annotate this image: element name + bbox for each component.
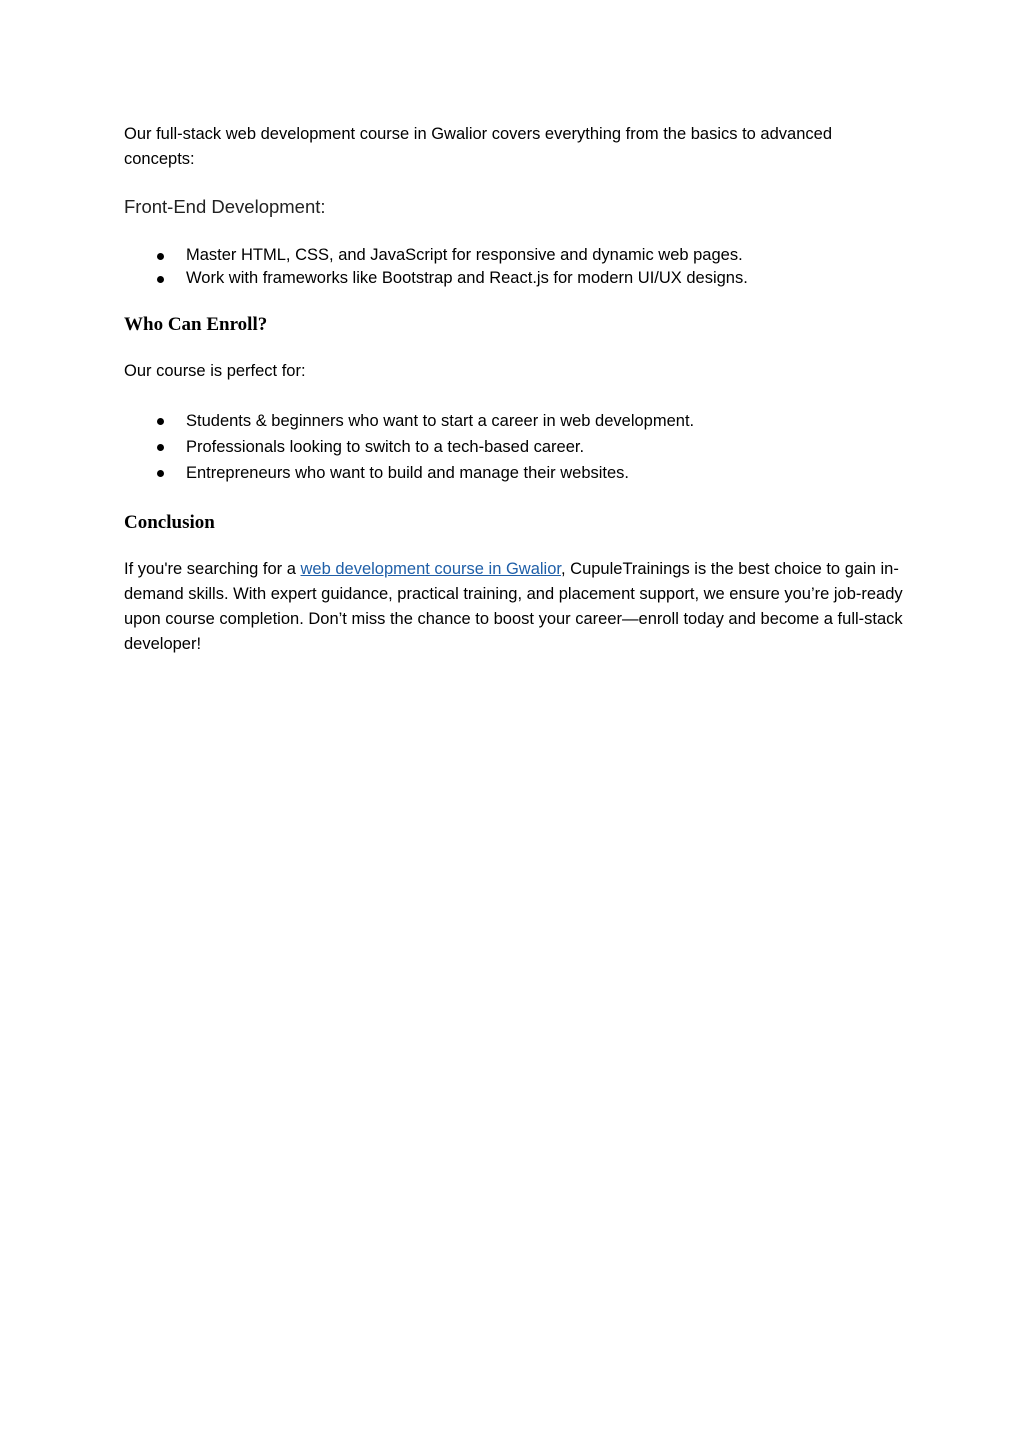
conclusion-heading: Conclusion <box>124 512 215 533</box>
list-item <box>124 434 904 460</box>
front-end-heading: Front-End Development: <box>124 196 326 217</box>
list-item <box>124 267 904 290</box>
list-item <box>124 244 904 267</box>
who-can-enroll-heading: Who Can Enroll? <box>124 314 268 335</box>
conclusion-text-start: If you're searching for a <box>124 560 301 578</box>
list-item <box>124 408 904 434</box>
list-item-text: Professionals looking to switch to a tech-based career. <box>186 438 585 456</box>
list-item <box>124 460 904 486</box>
who-can-enroll-lead: Our course is perfect for: <box>124 362 306 380</box>
list-item-text: Work with frameworks like Bootstrap and React.js for modern UI/UX designs. <box>186 269 748 287</box>
bullet-icon <box>157 418 164 425</box>
list-item-text: Entrepreneurs who want to build and manage their websites. <box>186 464 630 482</box>
course-link[interactable]: web development course in Gwalior <box>300 560 561 578</box>
list-item-text: Students & beginners who want to start a career in web development. <box>186 412 695 430</box>
bullet-icon <box>157 276 164 283</box>
conclusion-paragraph <box>124 557 904 657</box>
bullet-icon <box>157 444 164 451</box>
bullet-icon <box>157 253 164 260</box>
intro-paragraph: Our full-stack web development course in Gwalior covers everything from the basics to advanced concepts: <box>124 125 832 168</box>
front-end-list <box>124 244 904 290</box>
conclusion-text-end: , CupuleTrainings is the best choice to gain in-demand skills. With expert guidance, practical training, and placement support, we ensure you’re job-ready upon course completion. Don’t miss the chance to boost your career—enroll today and become a full-stack developer! <box>124 560 903 653</box>
bullet-icon <box>157 470 164 477</box>
who-can-enroll-list <box>124 408 904 486</box>
list-item-text: Master HTML, CSS, and JavaScript for responsive and dynamic web pages. <box>186 246 743 264</box>
document-page <box>124 122 904 657</box>
